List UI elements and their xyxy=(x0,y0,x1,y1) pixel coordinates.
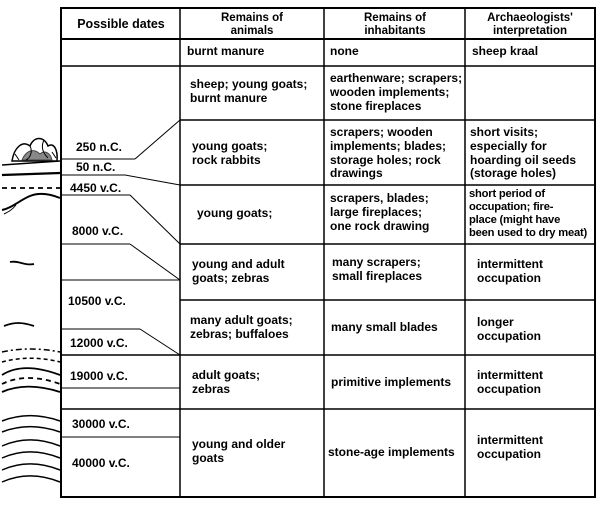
header-interpretation: Archaeologists' interpretation xyxy=(487,12,573,38)
inhabitants-cell: many small blades xyxy=(331,320,438,334)
date-label: 30000 v.C. xyxy=(72,417,130,431)
animals-cell: young and adult goats; zebras xyxy=(192,257,285,285)
inhabitants-cell: primitive implements xyxy=(331,375,452,389)
animals-cell: burnt manure xyxy=(187,44,265,58)
animals-cell: young goats; rock rabbits xyxy=(192,139,268,167)
date-label: 10500 v.C. xyxy=(68,294,126,308)
date-label: 19000 v.C. xyxy=(70,369,128,383)
date-label: 8000 v.C. xyxy=(72,224,124,238)
interpretation-cell: short visits; especially for hoarding oil seeds (storage holes) xyxy=(470,125,577,181)
date-connector xyxy=(125,175,180,185)
date-label: 250 n.C. xyxy=(76,140,123,154)
date-label: 4450 v.C. xyxy=(70,181,122,195)
inhabitants-cell: many scrapers; small fireplaces xyxy=(332,255,423,283)
date-label: 50 n.C. xyxy=(76,160,116,174)
inhabitants-cell: none xyxy=(330,44,359,58)
header-animals: Remains of animals xyxy=(221,12,283,38)
date-connector xyxy=(130,195,180,244)
header-inhabitants: Remains of inhabitants xyxy=(364,12,426,38)
inhabitants-cell: earthenware; scrapers; wooden implements; stone fireplaces xyxy=(330,71,463,113)
interpretation-cell: intermittent occupation xyxy=(477,368,543,396)
header-dates: Possible dates xyxy=(77,17,165,31)
interpretation-cell: short period of occupation; fire- place (might have been used to dry meat) xyxy=(469,188,588,239)
interpretation-cell: sheep kraal xyxy=(472,44,539,58)
inhabitants-cell: stone-age implements xyxy=(328,445,455,459)
date-connector xyxy=(130,244,180,280)
animals-cell: many adult goats; zebras; buffaloes xyxy=(190,313,293,341)
animals-cell: adult goats; zebras xyxy=(192,368,260,396)
stratigraphy-sketch xyxy=(2,139,60,483)
date-connector xyxy=(135,120,180,159)
interpretation-cell: intermittent occupation xyxy=(477,257,543,285)
animals-cell: sheep; young goats; burnt manure xyxy=(190,77,308,105)
date-label: 40000 v.C. xyxy=(72,456,130,470)
interpretation-cell: intermittent occupation xyxy=(477,433,543,461)
date-label: 12000 v.C. xyxy=(70,336,128,350)
date-connector xyxy=(140,329,180,355)
animals-cell: young and older goats xyxy=(192,437,286,465)
inhabitants-cell: scrapers, blades; large fireplaces; one rock drawing xyxy=(330,191,430,233)
inhabitants-cell: scrapers; wooden implements; blades; storage holes; rock drawings xyxy=(330,125,447,181)
interpretation-cell: longer occupation xyxy=(477,315,542,343)
animals-cell: young goats; xyxy=(197,206,273,220)
